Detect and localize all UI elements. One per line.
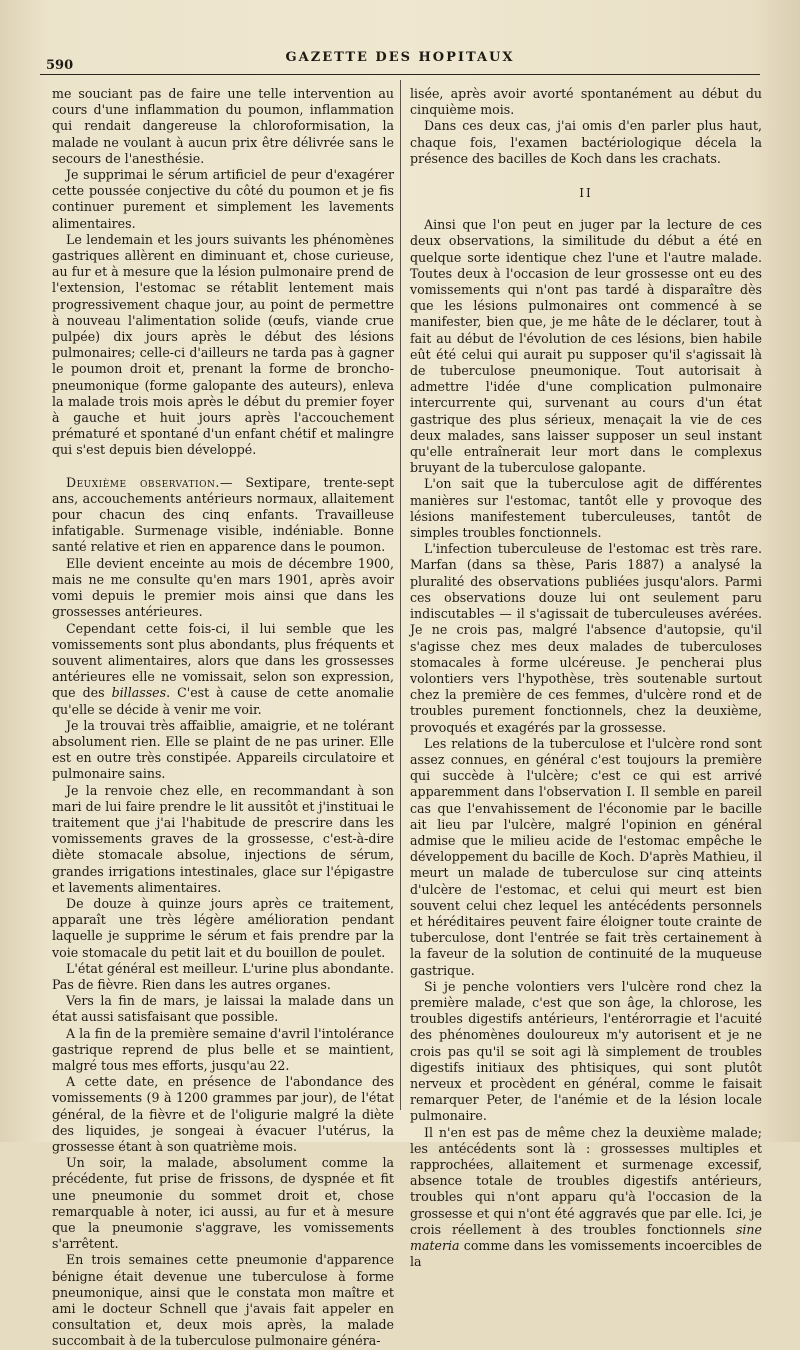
paragraph: Le lendemain et les jours suivants les phénomènes gastriques allèrent en diminuant et, chose curieuse, au fur et à mesure que la lésion pulmonaire prend de l'extension, l'estomac se rétablit lentement mais progressivement chaque jour, au point de permettre à nouveau l'alimentation solide (œufs, viande crue pulpée) dix jours après le début des lésions pulmonaires; celle-ci d'ailleurs ne tarda pas à gagner le poumon droit et, prenant la forme de broncho-pneumonique (forme galopante des auteurs), enleva la malade trois mois après le début du premier foyer à gauche et huit jours après l'accouchement prématuré et spontané d'un enfant chétif et malingre qui s'est depuis bien développé. [52,231,394,458]
paragraph: Je la trouvai très affaiblie, amaigrie, et ne tolérant absolument rien. Elle se plaint de ne pas uriner. Elle est en outre très constipée. Appareils circulatoire et pulmonaire sains. [52,717,394,782]
text-run: Cependant cette fois-ci, il lui semble que les vomissements sont plus abondants, plus fréquents et souvent alimentaires, alors que dans les grossesses antérieures elle ne vomissait, selon son expression, que des [52,620,394,701]
page-number: 590 [46,58,74,73]
section-number: II [579,186,593,201]
observation-2-paragraph [52,475,394,556]
paragraph: De douze à quinze jours après ce traitement, apparaît une très légère amélioration pendant laquelle je supprime le sérum et fais prendre par la voie stomacale du petit lait et du bouillon de poulet. [52,895,394,960]
emphasis: billasses [111,685,167,701]
paragraph: lisée, après avoir avorté spontanément au début du cinquième mois. [410,86,762,118]
paragraph: A cette date, en présence de l'abondance des vomissements (9 à 1200 grammes par jour), de l'état général, de la fièvre et de l'oligurie malgré la diète des liquides, je songeai à évacuer l'utérus, la grossesse étant à son quatrième mois. [52,1074,394,1154]
observation-text: — Sextipare, trente-sept ans, accouchements antérieurs normaux, allaitement pour chacun des cinq enfants. Travailleuse infatigable. Surmenage visible, indéniable. Bonne santé relative et rien en apparence dans le poumon. [52,474,395,555]
paragraph: Si je penche volontiers vers l'ulcère rond chez la première malade, c'est que son âge, la chlorose, les troubles digestifs antérieurs, l'entérorragie et l'acuité des phénomènes douloureux m'y autorisent et je ne crois pas qu'il se soit agi là simplement de troubles digestifs initiaux des phtisiques, qui sont plutôt nerveux et procèdent en général, comme le faisait remarquer Peter, de l'anémie et de la lésion locale pulmonaire. [410,978,762,1124]
paragraph: En trois semaines cette pneumonie d'apparence bénigne était devenue une tuberculose à forme pneumonique, ainsi que le constata mon maître et ami le docteur Schnell que j'avais fait appeler en consultation et, deux mois après, la malade succombait à de la tuberculose pulmonaire généra- [52,1252,394,1349]
paragraph: Dans ces deux cas, j'ai omis d'en parler plus haut, chaque fois, l'examen bactériologique décela la présence des bacilles de Koch dans les crachats. [410,118,762,166]
paragraph: me souciant pas de faire une telle intervention au cours d'une inflammation du poumon, inflammation qui rendait dangereuse la chloroformisation, la malade ne voulant à aucun prix être délivrée sans le secours de l'anesthésie. [52,86,394,166]
paragraph: L'infection tuberculeuse de l'estomac est très rare. Marfan (dans sa thèse, Paris 1887) a analysé la pluralité des observations publiées jusqu'alors. Parmi ces observations douze lui ont seulement paru indiscutables — il s'agissait de tuberculeuses avérées. Je ne crois pas, malgré l'absence d'autopsie, qu'il s'agisse chez mes deux malades de tuberculoses stomacales à forme ulcéreuse. Je pencherai plus volontiers vers l'hypothèse, très soutenable surtout chez la première de ces femmes, d'ulcère rond et de troubles purement fonctionnels, chez la deuxième, provoqués et exagérés par la grossesse. [410,541,762,735]
paragraph: Je supprimai le sérum artificiel de peur d'exagérer cette poussée conjective du côté du poumon et je fis continuer purement et simplement les lavements alimentaires. [52,167,394,231]
paragraph: Elle devient enceinte au mois de décembre 1900, mais ne me consulte qu'en mars 1901, après avoir vomi depuis le premier mois ainsi que dans les grossesses antérieures. [52,555,394,620]
paragraph: Les relations de la tuberculose et l'ulcère rond sont assez connues, en général c'est toujours la première qui succède à l'ulcère; c'est ce qui est arrivé apparemment dans l'observation I. Il semble en pareil cas que l'envahissement de l'économie par le bacille ait lieu par l'ulcère, malgré l'opinion en général admise que le milieu acide de l'estomac empêche le développement du bacille de Koch. D'après Mathieu, il meurt un malade de tuberculose sur cinq atteints d'ulcère de l'estomac, et celui qui meurt est bien souvent celui chez lequel les antécédents personnels et héréditaires peuvent faire éloigner toute crainte de tuberculose, dont l'entrée se fait très certainement à la faveur de la solution de continuité de la muqueuse gastrique. [410,735,762,978]
spacer [52,459,394,475]
text-run: . C'est à cause de cette anomalie qu'elle se décide à venir me voir. [52,685,394,717]
paragraph: A la fin de la première semaine d'avril l'intolérance gastrique reprend de plus belle et se maintient, malgré tous mes efforts, jusqu'au 22. [52,1025,394,1073]
paragraph: Vers la fin de mars, je laissai la malade dans un état aussi satisfaisant que possible. [52,993,394,1025]
column-divider [400,80,401,1110]
paragraph: Un soir, la malade, absolument comme la précédente, fut prise de frissons, de dyspnée et fit une pneumonie du sommet droit et, chose remarquable à noter, ici aussi, au fur et à mesure que la pneumonie s'aggrave, les vomissements s'arrêtent. [52,1155,394,1252]
journal-title: GAZETTE DES HOPITAUX [285,50,515,65]
paragraph-with-emphasis [52,621,394,718]
paragraph: Je la renvoie chez elle, en recommandant à son mari de lui faire prendre le lit aussitôt et j'instituai le traitement que j'ai l'habitude de prescrire dans les vomissements graves de la grossesse, c'est-à-dire diète stomacale absolue, injections de sérum, grandes irrigations intestinales, glace sur l'épigastre et lavements alimentaires. [52,782,394,895]
paragraph-with-emphasis [410,1125,762,1271]
left-column [52,86,394,1350]
text-run: Il n'en est pas de même chez la deuxième malade; les antécédents sont là : grossesses multiples et rapprochées, allaitement et surmenage excessif, absence totale de troubles digestifs antérieurs, troubles qui n'ont apparu qu'à l'occasion de la grossesse et qui n'ont été aggravés que par elle. Ici, je crois réellement à des troubles fonctionnels [410,1124,762,1237]
paragraph: Ainsi que l'on peut en juger par la lecture de ces deux observations, la similitude du début a été en quelque sorte identique chez l'une et l'autre malade. Toutes deux à l'occasion de leur grossesse ont eu des vomissements qui n'ont pas tardé à disparaître dès que les lésions pulmonaires ont commencé à se manifester, bien que, je me hâte de le déclarer, tout à fait au début de l'évolution de ces lésions, bien habile eût été celui qui aurait pu supposer qu'il s'agissait là de tuberculose pneumonique. Tout autorisait à admettre l'idée d'une complication pulmonaire intercurrente qui, survenant au cours d'un état gastrique des plus sérieux, menaçait la vie de ces deux malades, sans laisser supposer un seul instant qu'elle entraînerait leur mort dans le complexus bruyant de la tuberculose galopante. [410,217,762,476]
text-run: comme dans les vomissements incoercibles de la [410,1238,762,1270]
emphasis: sine materia [410,1221,762,1254]
observation-label: Deuxième observation. [66,474,220,490]
page-header [40,46,760,75]
right-column [410,86,762,1270]
paragraph: L'état général est meilleur. L'urine plus abondante. Pas de fièvre. Rien dans les autres organes. [52,960,394,992]
paragraph: L'on sait que la tuberculose agit de différentes manières sur l'estomac, tantôt elle y provoque des lésions manifestement tuberculeuses, tantôt de simples troubles fonctionnels. [410,476,762,541]
